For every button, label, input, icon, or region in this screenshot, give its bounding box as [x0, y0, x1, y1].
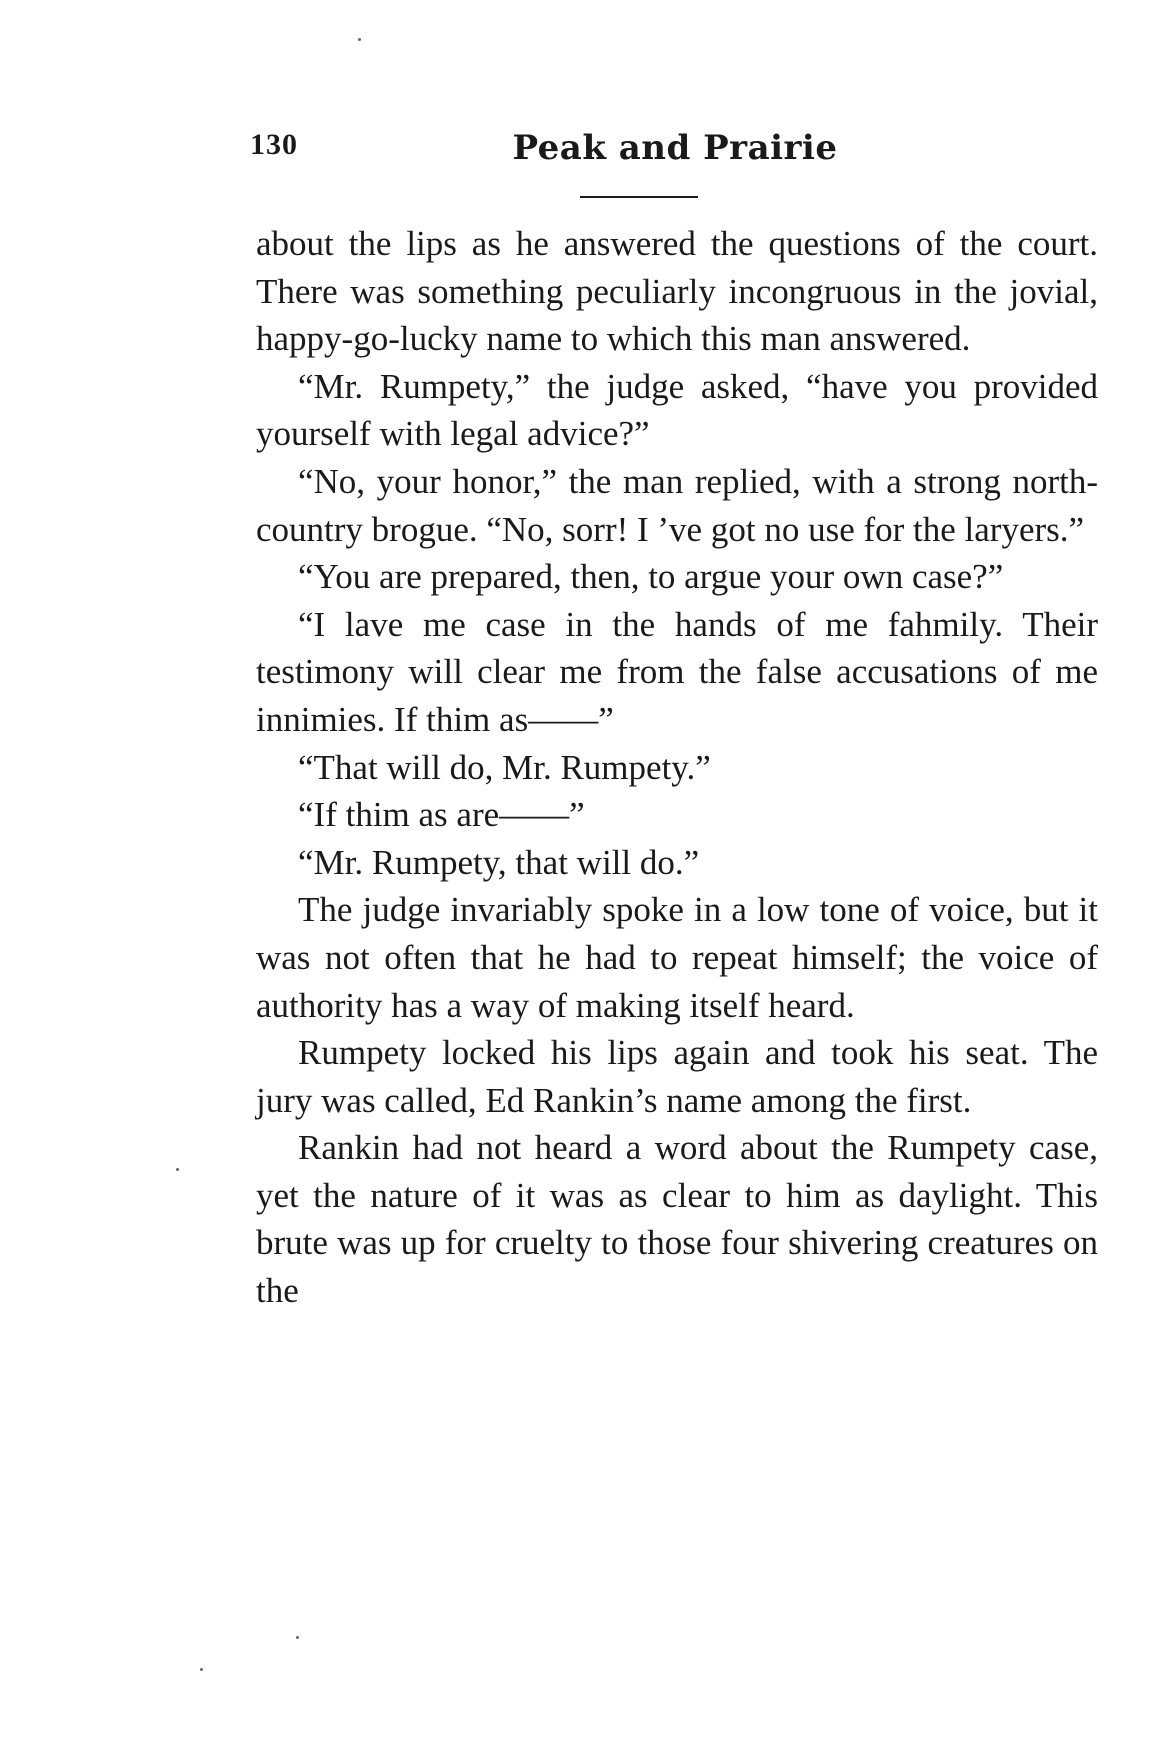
paragraph: “Mr. Rumpety, that will do.” [298, 842, 700, 882]
paper-speck [358, 38, 361, 41]
paragraph: “I lave me case in the hands of me fahmily. Their testimony will clear me from the false accusations of me innimies. If thim as——” [256, 604, 1098, 739]
page-number: 130 [250, 128, 298, 161]
running-title: Peak and Prairie [512, 128, 838, 168]
paragraph: The judge invariably spoke in a low tone of voice, but it was not often that he had to repeat himself; the voice of authority has a way of making itself heard. [256, 890, 1098, 1025]
paper-speck [296, 1636, 299, 1639]
paper-speck [200, 1668, 203, 1671]
paragraph: Rankin had not heard a word about the Rumpety case, yet the nature of it was as clear to him as daylight. This brute was up for cruelty to those four shivering creatures on the [256, 1128, 1098, 1311]
paragraph: “No, your honor,” the man replied, with a strong north-country brogue. “No, sorr! I ’ve got no use for the laryers.” [256, 461, 1098, 549]
paragraph: “You are prepared, then, to argue your own case?” [298, 557, 1004, 597]
header-rule [580, 196, 698, 198]
paragraph: “That will do, Mr. Rumpety.” [298, 747, 711, 787]
paragraph: “If thim as are——” [298, 795, 585, 835]
paper-speck [176, 1168, 179, 1171]
running-head [250, 128, 1100, 178]
paragraph: about the lips as he answered the questions of the court. There was something peculiarly incongruous in the jovial, happy-go-lucky name to which this man answered. [256, 224, 1098, 359]
paragraph: “Mr. Rumpety,” the judge asked, “have you provided yourself with legal advice?” [256, 366, 1098, 454]
body-text [256, 220, 1098, 1315]
paragraph: Rumpety locked his lips again and took his seat. The jury was called, Ed Rankin’s name among the first. [256, 1033, 1098, 1120]
